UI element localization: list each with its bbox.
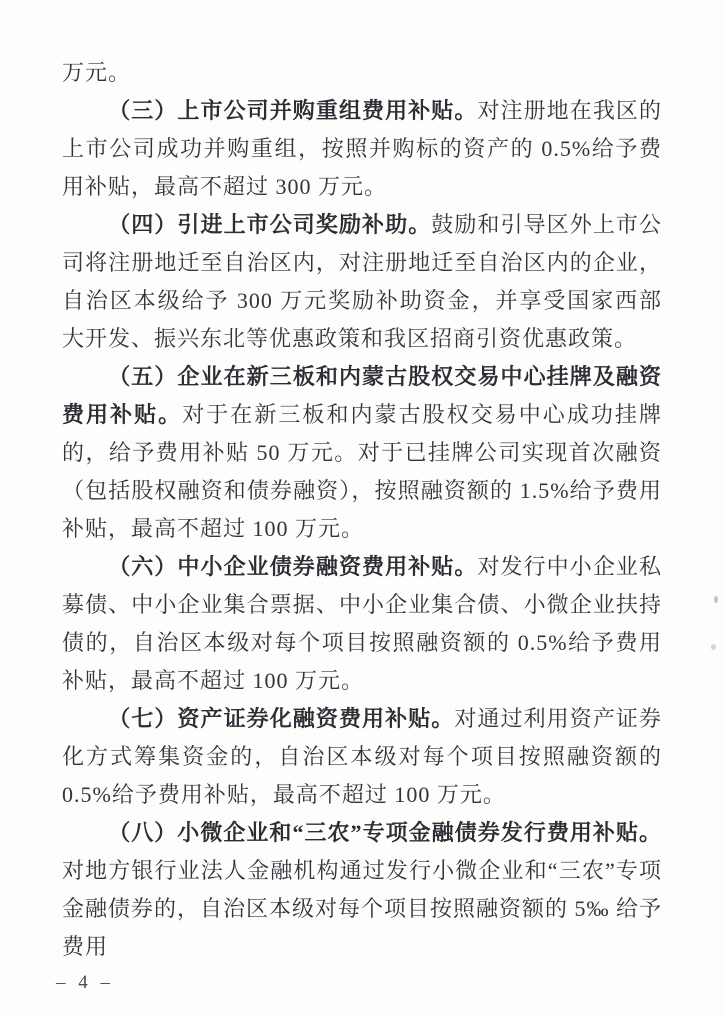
paragraph (62, 814, 662, 966)
scan-artifact (711, 644, 716, 650)
paragraph-heading: （四）引进上市公司奖励补助。 (108, 212, 432, 237)
paragraph (62, 92, 662, 206)
document-body (62, 54, 662, 966)
paragraph (62, 358, 662, 548)
scan-artifact (714, 596, 718, 603)
paragraph-body: 对于在新三板和内蒙古股权交易中心成功挂牌的，给予费用补贴 50 万元。对于已挂牌公司实现首次融资（包括股权融资和债券融资），按照融资额的 1.5%给予费用补贴，最高不超过 100 万元。 (62, 402, 662, 541)
paragraph-body: 对发行中小企业私募债、中小企业集合票据、中小企业集合债、小微企业扶持债的，自治区本级对每个项目按照融资额的 0.5%给予费用补贴，最高不超过 100 万元。 (62, 554, 662, 693)
paragraph (62, 700, 662, 814)
continuation-line: 万元。 (62, 60, 132, 85)
paragraph (62, 548, 662, 700)
paragraph-body: 对注册地在我区的上市公司成功并购重组，按照并购标的资产的 0.5%给予费用补贴，最高不超过 300 万元。 (62, 98, 662, 199)
paragraph-heading: （七）资产证券化融资费用补贴。 (108, 706, 455, 731)
paragraph-heading: （三）上市公司并购重组费用补贴。 (108, 98, 478, 123)
paragraph-body: 鼓励和引导区外上市公司将注册地迁至自治区内，对注册地迁至自治区内的企业，自治区本级给予 300 万元奖励补助资金，并享受国家西部大开发、振兴东北等优惠政策和我区招商引资优惠政策。 (62, 212, 662, 351)
paragraph-heading: （八）小微企业和“三农”专项金融债券发行费用补贴。 (108, 820, 662, 845)
paragraph (62, 206, 662, 358)
paragraph-heading: （五）企业在新三板和内蒙古股权交易中心挂牌及融资费用补贴。 (62, 364, 662, 427)
page-number: – 4 – (56, 972, 114, 993)
paragraph-body: 对通过利用资产证券化方式筹集资金的，自治区本级对每个项目按照融资额的 0.5%给予费用补贴，最高不超过 100 万元。 (62, 706, 662, 807)
paragraph-body: 对地方银行业法人金融机构通过发行小微企业和“三农”专项金融债券的，自治区本级对每个项目按照融资额的 5‰ 给予费用 (62, 858, 663, 959)
paragraph-heading: （六）中小企业债券融资费用补贴。 (108, 554, 478, 579)
